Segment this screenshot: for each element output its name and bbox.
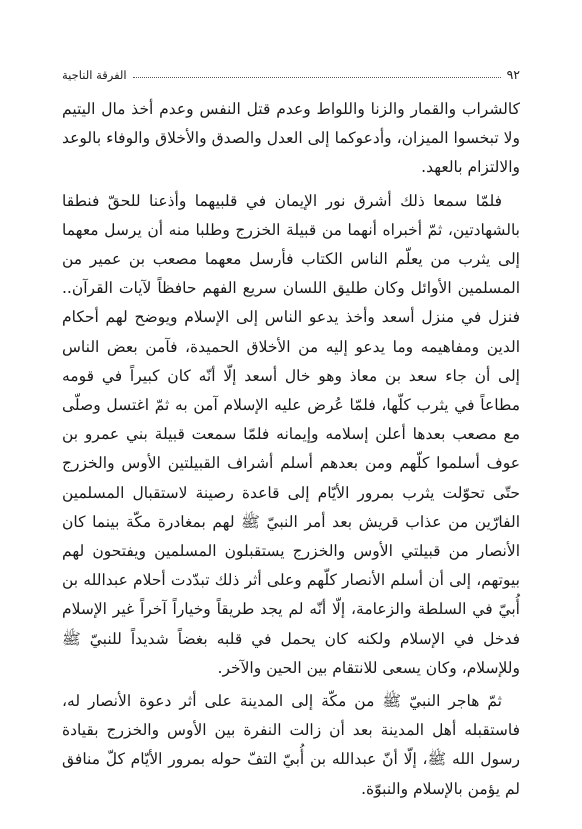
paragraph-3: ثمّ هاجر النبيّ ﷺ من مكّة إلى المدينة على أثر دعوة الأنصار له، فاستقبله أهل المدينة بعد أن زالت النفرة بين الأوس والخزرج بقيادة رسول الله ﷺ، إلّا أنّ عبدالله بن أُبيّ التفّ حوله بمرور الأيّام كلّ منافق لم يؤمن بالإسلام والنبوّة. bbox=[62, 692, 520, 798]
header-dotted-leader bbox=[133, 77, 501, 78]
paragraph-1: كالشراب والقمار والزنا واللواط وعدم قتل النفس وعدم أخذ مال اليتيم ولا تبخسوا الميزان، وأدعوكما إلى العدل والصدق والأخلاق والوفاء بالوعد والالتزام بالعهد. bbox=[62, 100, 520, 177]
paragraph-2: فلمّا سمعا ذلك أشرق نور الإيمان في قلبيهما وأذعنا للحقّ فنطقا بالشهادتين، ثمّ أخبراه أنهما من قبيلة الخزرج وطلبا منه أن يرسل معهما إلى يثرب من يعلّم الناس الكتاب فأرسل معهما مصعب بن عمير من المسلمين الأوائل وكان طليق اللسان سريع الفهم حافظاً لآيات القرآن.. فنزل في منزل أسعد وأخذ يدعو الناس إلى الإسلام ويوضح لهم أحكام الدين ومفاهيمه وما يدعو إليه من الأخلاق الحميدة، فآمن بعض الناس إلى أن جاء سعد بن معاذ وهو خال أسعد إلّا أنّه كان كبيراً في قومه مطاعاً في يثرب كلّها، فلمّا عُرض عليه الإسلام آمن به ثمّ اغتسل وصلّى مع مصعب بعدها أعلن إسلامه وإيمانه فلمّا سمعت قبيلة بني عمرو بن عوف أسلموا كلّهم ومن بعدهم أسلم أشراف القبيلتين الأوس والخزرج حتّى تحوّلت يثرب بمرور الأيّام إلى قاعدة رصينة لاستقبال المسلمين الفارّين من عذاب قريش بعد أمر النبيّ ﷺ لهم بمغادرة مكّة بينما كان الأنصار من قبيلتي الأوس والخزرج يستقبلون المسلمين ويفتحون لهم بيوتهم، إلى أن أسلم الأنصار كلّهم وعلى أثر ذلك تبدّدت أحلام عبدالله بن أُبيّ في السلطة والزعامة، إلّا أنّه لم يجد طريقاً وخياراً آخراً غير الإسلام فدخل في الإسلام ولكنه كان يحمل في قلبه بغضاً شديداً للنبيّ ﷺ وللإسلام، وكان يسعى للانتقام بين الحين والآخر. bbox=[62, 191, 520, 677]
running-title: الفرقة الناجية bbox=[62, 68, 127, 82]
page-body bbox=[62, 95, 520, 804]
page-header bbox=[62, 62, 520, 82]
page-number: ٩٢ bbox=[506, 67, 520, 82]
